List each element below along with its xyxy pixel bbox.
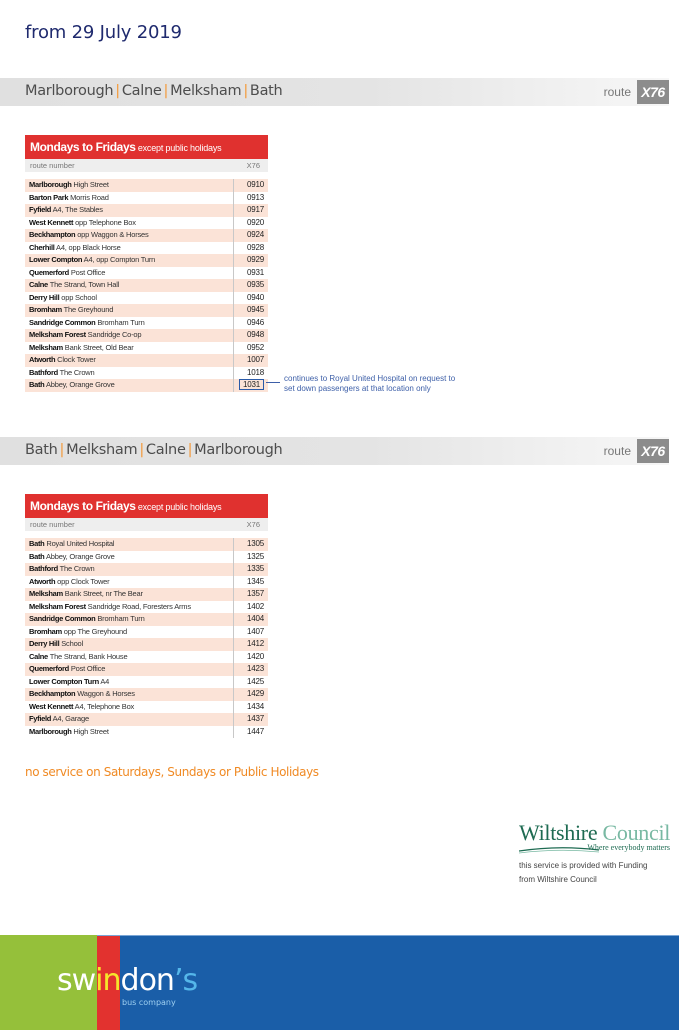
table-row <box>25 588 268 601</box>
departure-time <box>233 229 268 242</box>
departure-time <box>233 551 268 564</box>
table-row <box>25 563 268 576</box>
town: Bath <box>249 83 283 99</box>
timetable-rows <box>25 538 268 738</box>
time-value: 1407 <box>247 626 264 636</box>
stop-name <box>25 638 233 651</box>
swindons-logo <box>57 963 197 998</box>
stop-place: West Kennett <box>29 217 74 227</box>
title-days: Mondays to Fridays <box>30 499 136 513</box>
departure-time <box>233 367 268 380</box>
departure-time <box>233 304 268 317</box>
time-value: 0917 <box>247 205 264 214</box>
time-value: 1018 <box>247 367 264 377</box>
stop-name <box>25 701 233 714</box>
stop-detail: Clock Tower <box>57 355 96 364</box>
stop-name <box>25 179 233 192</box>
table-row <box>25 304 268 317</box>
departure-time <box>233 726 268 739</box>
title-except: except public holidays <box>137 502 222 512</box>
funding-line: this service is provided with Funding <box>519 861 648 870</box>
table-row <box>25 254 268 267</box>
stop-place: Calne <box>29 280 48 289</box>
stop-name <box>25 563 233 576</box>
stop-place: Melksham <box>29 342 63 352</box>
departure-time <box>233 701 268 714</box>
departure-time <box>233 576 268 589</box>
time-value: 0910 <box>247 180 264 189</box>
footer-blue-block <box>120 935 679 1030</box>
table-row <box>25 204 268 217</box>
stop-name <box>25 279 233 292</box>
stop-name <box>25 626 233 639</box>
stop-name <box>25 304 233 317</box>
time-value: 1335 <box>247 564 264 573</box>
stop-detail: Royal United Hospital <box>46 539 115 548</box>
departure-time <box>233 379 268 392</box>
table-row <box>25 576 268 589</box>
timetable-outbound <box>25 135 268 392</box>
timetable-column-header <box>25 159 268 172</box>
stop-name <box>25 367 233 380</box>
stop-place: Sandridge Common <box>29 317 96 327</box>
col-label: route number <box>30 161 75 170</box>
funding-line: from Wiltshire Council <box>519 875 597 884</box>
departure-time <box>233 217 268 230</box>
stop-place: Melksham Forest <box>29 330 86 339</box>
stop-place: Beckhampton <box>29 689 76 698</box>
time-value: 0952 <box>247 342 264 352</box>
table-row <box>25 354 268 367</box>
table-row <box>25 713 268 726</box>
route-number-badge: X76 <box>637 80 669 104</box>
departure-time <box>233 638 268 651</box>
stop-name <box>25 713 233 726</box>
separator: | <box>163 83 169 99</box>
stop-detail: A4, Telephone Box <box>74 701 135 711</box>
departure-time <box>233 563 268 576</box>
time-value: 1434 <box>247 701 264 711</box>
stop-place: Marlborough <box>29 726 72 736</box>
town: Marlborough <box>25 83 114 99</box>
route-bar-inbound <box>0 437 669 465</box>
stop-detail: Abbey, Orange Grove <box>45 380 115 389</box>
departure-time <box>233 713 268 726</box>
stop-name <box>25 601 233 614</box>
stop-detail: opp Clock Tower <box>57 576 110 586</box>
departure-time <box>233 676 268 689</box>
stop-detail: A4, opp Black Horse <box>56 242 121 252</box>
table-row <box>25 217 268 230</box>
col-route: X76 <box>246 520 260 529</box>
departure-time <box>233 601 268 614</box>
time-value: 0924 <box>247 230 264 239</box>
stop-name <box>25 688 233 701</box>
stop-place: West Kennett <box>29 701 74 711</box>
time-value: 1404 <box>247 614 264 623</box>
stop-place: Bath <box>29 539 45 548</box>
stop-place: Lower Compton <box>29 255 83 264</box>
stop-name <box>25 204 233 217</box>
town: Melksham <box>66 442 138 458</box>
table-row <box>25 379 268 392</box>
town: Melksham <box>170 83 242 99</box>
stop-detail: opp Waggon & Horses <box>77 230 149 239</box>
route-label: route <box>603 85 631 99</box>
stop-name <box>25 192 233 205</box>
stop-place: Lower Compton Turn <box>29 676 99 686</box>
wiltshire-council-block <box>519 820 674 887</box>
stop-detail: A4 <box>100 676 110 686</box>
stop-place: Bromham <box>29 305 62 314</box>
logo-word-wiltshire: Wiltshire <box>519 820 598 845</box>
stop-place: Calne <box>29 651 48 661</box>
stop-name <box>25 267 233 280</box>
departure-time <box>233 292 268 305</box>
no-service-notice: no service on Saturdays, Sundays or Public Holidays <box>25 765 319 779</box>
table-row <box>25 242 268 255</box>
departure-time <box>233 688 268 701</box>
stop-place: Melksham Forest <box>29 601 86 611</box>
separator: | <box>59 442 65 458</box>
stop-detail: A4, The Stables <box>52 205 103 214</box>
stop-place: Beckhampton <box>29 230 76 239</box>
stop-name <box>25 229 233 242</box>
stop-name <box>25 379 233 392</box>
time-value: 1429 <box>247 689 264 698</box>
departure-time <box>233 663 268 676</box>
wiltshire-tagline-row <box>519 843 674 855</box>
stop-detail: opp Telephone Box <box>75 217 136 227</box>
departure-time <box>233 179 268 192</box>
stop-detail: Bromham Turn <box>97 317 145 327</box>
stop-name <box>25 342 233 355</box>
stop-place: Fyfield <box>29 714 52 723</box>
stop-place: Derry Hill <box>29 292 60 302</box>
title-days: Mondays to Fridays <box>30 140 136 154</box>
table-row <box>25 701 268 714</box>
time-value: 0929 <box>247 255 264 264</box>
departure-time <box>233 242 268 255</box>
stop-detail: Bromham Turn <box>97 614 145 623</box>
time-value: 1447 <box>247 726 264 736</box>
timetable-inbound <box>25 494 268 738</box>
table-row <box>25 329 268 342</box>
stop-detail: The Strand, Town Hall <box>49 280 120 289</box>
stop-place: Cherhill <box>29 242 55 252</box>
stop-detail: A4, Garage <box>52 714 89 723</box>
footer-divider <box>97 935 679 936</box>
time-value: 1423 <box>247 664 264 673</box>
route-towns <box>25 83 282 99</box>
stop-name <box>25 217 233 230</box>
timetable-title <box>25 494 268 518</box>
stop-name <box>25 354 233 367</box>
stop-detail: High Street <box>73 726 109 736</box>
timetable-rows <box>25 179 268 392</box>
logo-part: sw <box>57 963 96 998</box>
logo-part: don <box>120 963 174 998</box>
stop-place: Barton Park <box>29 192 69 202</box>
table-row <box>25 663 268 676</box>
time-value: 0928 <box>247 242 264 252</box>
table-row <box>25 613 268 626</box>
stop-detail: Morris Road <box>70 192 109 202</box>
route-towns <box>25 442 282 458</box>
funding-text <box>519 859 674 887</box>
timetable-column-header <box>25 518 268 531</box>
stop-place: Derry Hill <box>29 639 60 648</box>
departure-time <box>233 317 268 330</box>
stop-place: Atworth <box>29 576 56 586</box>
stop-name <box>25 651 233 664</box>
stop-place: Bathford <box>29 367 58 377</box>
table-row <box>25 601 268 614</box>
time-value: 1325 <box>247 551 264 561</box>
time-value: 0931 <box>247 267 264 277</box>
stop-detail: Post Office <box>70 267 106 277</box>
logo-part: ’s <box>173 963 198 998</box>
stop-place: Quemerford <box>29 267 69 277</box>
stop-detail: The Greyhound <box>63 305 114 314</box>
stop-detail: High Street <box>73 180 109 189</box>
table-row <box>25 367 268 380</box>
wiltshire-tagline: Where everybody matters <box>587 843 670 852</box>
time-value: 0948 <box>247 330 264 339</box>
time-value: 1007 <box>247 355 264 364</box>
town: Calne <box>145 442 186 458</box>
stop-detail: The Strand, Bank House <box>49 651 128 661</box>
time-value: 0935 <box>247 280 264 289</box>
separator: | <box>115 83 120 99</box>
col-route: X76 <box>246 161 260 170</box>
departure-time <box>233 651 268 664</box>
route-label: route <box>603 444 631 458</box>
town: Calne <box>121 83 162 99</box>
timetable-note: continues to Royal United Hospital on request to set down passengers at that location only <box>284 374 456 393</box>
stop-name <box>25 538 233 551</box>
title-except: except public holidays <box>137 143 222 153</box>
time-value: 0920 <box>247 217 264 227</box>
timetable-title <box>25 135 268 159</box>
time-value: 0946 <box>247 317 264 327</box>
separator: | <box>187 442 193 458</box>
stop-name <box>25 242 233 255</box>
time-value: 1031 <box>239 379 264 390</box>
table-row <box>25 292 268 305</box>
stop-name <box>25 292 233 305</box>
stop-name <box>25 663 233 676</box>
logo-word-council: Council <box>602 820 671 845</box>
time-value: 1420 <box>247 651 264 661</box>
swindons-subtitle: bus company <box>122 998 176 1007</box>
table-row <box>25 688 268 701</box>
departure-time <box>233 192 268 205</box>
stop-place: Bromham <box>29 626 62 636</box>
departure-time <box>233 538 268 551</box>
table-row <box>25 342 268 355</box>
route-number-badge: X76 <box>637 439 669 463</box>
stop-name <box>25 254 233 267</box>
table-row <box>25 638 268 651</box>
stop-name <box>25 551 233 564</box>
stop-name <box>25 576 233 589</box>
route-bar-outbound <box>0 78 669 106</box>
departure-time <box>233 613 268 626</box>
time-value: 0945 <box>247 305 264 314</box>
stop-place: Marlborough <box>29 180 72 189</box>
stop-detail: Post Office <box>70 664 106 673</box>
stop-detail: Bank Street, Old Bear <box>64 342 134 352</box>
stop-name <box>25 676 233 689</box>
stop-place: Atworth <box>29 355 56 364</box>
table-row <box>25 279 268 292</box>
table-row <box>25 179 268 192</box>
stop-detail: The Crown <box>59 564 95 573</box>
town: Marlborough <box>194 442 283 458</box>
time-value: 0913 <box>247 192 264 202</box>
stop-detail: opp The Greyhound <box>63 626 127 636</box>
from-date: from 29 July 2019 <box>25 22 182 43</box>
table-row <box>25 192 268 205</box>
time-value: 1402 <box>247 601 264 611</box>
table-row <box>25 229 268 242</box>
stop-place: Bath <box>29 551 45 561</box>
stop-place: Fyfield <box>29 205 52 214</box>
table-row <box>25 726 268 739</box>
table-row <box>25 626 268 639</box>
table-row <box>25 676 268 689</box>
stop-detail: opp School <box>61 292 97 302</box>
stop-detail: A4, opp Compton Turn <box>83 255 156 264</box>
stop-name <box>25 588 233 601</box>
stop-place: Quemerford <box>29 664 69 673</box>
departure-time <box>233 342 268 355</box>
departure-time <box>233 626 268 639</box>
table-row <box>25 538 268 551</box>
time-value: 1412 <box>247 639 264 648</box>
departure-time <box>233 354 268 367</box>
time-value: 1357 <box>247 589 264 598</box>
time-value: 0940 <box>247 292 264 302</box>
time-value: 1437 <box>247 714 264 723</box>
stop-place: Bath <box>29 380 45 389</box>
stop-detail: Sandridge Road, Foresters Arms <box>87 601 191 611</box>
logo-part: in <box>95 963 121 998</box>
time-value: 1425 <box>247 676 264 686</box>
stop-detail: The Crown <box>59 367 95 377</box>
footer-banner <box>0 935 679 1030</box>
separator: | <box>139 442 144 458</box>
stop-name <box>25 613 233 626</box>
table-row <box>25 267 268 280</box>
departure-time <box>233 267 268 280</box>
table-row <box>25 651 268 664</box>
stop-place: Sandridge Common <box>29 614 96 623</box>
stop-detail: Bank Street, nr The Bear <box>64 589 143 598</box>
departure-time <box>233 588 268 601</box>
stop-detail: Abbey, Orange Grove <box>45 551 115 561</box>
town: Bath <box>25 442 58 458</box>
stop-detail: Sandridge Co-op <box>87 330 142 339</box>
time-value: 1305 <box>247 539 264 548</box>
stop-detail: Waggon & Horses <box>77 689 135 698</box>
stop-place: Melksham <box>29 589 63 598</box>
col-label: route number <box>30 520 75 529</box>
stop-place: Bathford <box>29 564 58 573</box>
departure-time <box>233 329 268 342</box>
stop-name <box>25 726 233 739</box>
stop-name <box>25 329 233 342</box>
departure-time <box>233 279 268 292</box>
note-connector <box>266 382 280 383</box>
time-value: 1345 <box>247 576 264 586</box>
departure-time <box>233 254 268 267</box>
table-row <box>25 551 268 564</box>
table-row <box>25 317 268 330</box>
departure-time <box>233 204 268 217</box>
stop-detail: School <box>61 639 83 648</box>
stop-name <box>25 317 233 330</box>
separator: | <box>243 83 248 99</box>
